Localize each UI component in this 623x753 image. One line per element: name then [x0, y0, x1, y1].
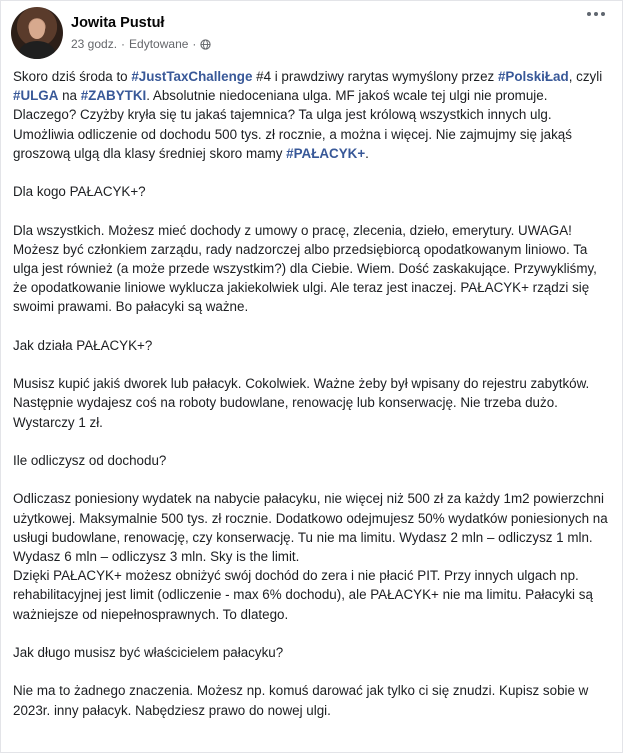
author-name[interactable]: Jowita Pustuł — [71, 15, 165, 31]
hashtag-justtaxchallenge[interactable]: #JustTaxChallenge — [131, 69, 253, 84]
dot-icon — [587, 12, 591, 16]
edited-label[interactable]: Edytowane — [129, 37, 189, 51]
meta-separator: · — [121, 37, 126, 51]
dot-icon — [594, 12, 598, 16]
dot-icon — [601, 12, 605, 16]
paragraph-who: Dla wszystkich. Możesz mieć dochody z umowy o pracę, zlecenia, dzieło, emerytury. UWAGA! Możesz być członkiem zarządu, rady nadzorczej albo przedsiębiorcą opodatkowanym liniowo. Ta ulga jest również (a może przede wszystkim?) dla Ciebie. Wiem. Dość zaskakujące. Przywykliśmy, że opodatkowanie liniowe wyklucza jakiekolwiek ulgi. Ale teraz jest inaczej. PAŁACYK+ rządzi się swoimi prawami. Bo pałacyki są ważne. — [13, 222, 597, 315]
more-options-button[interactable] — [581, 3, 611, 25]
text: #4 i prawdziwy rarytas wymyślony przez — [252, 69, 498, 84]
paragraph-how-much: Odliczasz poniesiony wydatek na nabycie pałacyku, nie więcej niż 500 zł za każdy 1m2 powierzchni użytkowej. Maksymalnie 500 tys. zł rocznie. Dodatkowo odejmujesz 50% wydatków poniesionych na usługi budowlane, renowację, czy konserwację. Tu nie ma limitu. Wydasz 2 mln – odliczysz 1 mln. Wydasz 6 mln – odliczysz 3 mln. Sky is the limit. — [13, 491, 608, 564]
question-how-much: Ile odliczysz od dochodu? — [13, 452, 167, 468]
text: Skoro dziś środa to — [13, 69, 132, 84]
text: na — [58, 88, 81, 104]
post-header — [11, 7, 611, 59]
paragraph-how-long: Nie ma to żadnego znaczenia. Możesz np. komuś darować jak tylko ci się znudzi. Kupisz sobie w 2023r. inny pałacyk. Nabędziesz prawo do nowej ulgi. — [13, 683, 589, 718]
hashtag-palacyk[interactable]: #PAŁACYK+ — [286, 145, 366, 161]
post-time[interactable]: 23 godz. — [71, 37, 118, 51]
text: . — [365, 145, 369, 161]
post-body — [13, 67, 613, 739]
question-who: Dla kogo PAŁACYK+? — [13, 184, 146, 200]
paragraph-intro — [13, 67, 613, 163]
meta-separator-2: · — [192, 37, 197, 51]
avatar-shoulders — [19, 41, 55, 59]
hashtag-ulga[interactable]: #ULGA — [13, 88, 59, 104]
text: , czyli — [568, 69, 603, 84]
avatar-face — [29, 19, 45, 39]
text: . Absolutnie niedoceniana ulga. MF jakoś wcale tej ulgi nie promuje. Dlaczego? Czyżby kryła się tu jakaś tajemnica? Ta ulga jest królową wszystkich innych ulg. Umożliwia odliczenie od dochodu 500 tys. zł rocznie, a można i więcej. Nie zajmujmy się jakąś groszową ulgą dla klasy średniej skoro mamy — [13, 88, 572, 161]
hashtag-polskilad[interactable]: #PolskiŁad — [497, 69, 569, 84]
avatar[interactable] — [11, 7, 63, 59]
question-how-long: Jak długo musisz być właścicielem pałacyku? — [13, 644, 284, 660]
paragraph-how: Musisz kupić jakiś dworek lub pałacyk. Cokolwiek. Ważne żeby był wpisany do rejestru zabytków. Następnie wydajesz coś na roboty budowlane, renowację lub konserwację. Nie trzeba dużo. Wystarczy 1 zł. — [13, 376, 590, 430]
hashtag-zabytki[interactable]: #ZABYTKI — [80, 88, 147, 104]
paragraph-limit: Dzięki PAŁACYK+ możesz obniżyć swój dochód do zera i nie płacić PIT. Przy innych ulgach np. rehabilitacyjnej jest limit (odliczenie - max 6% dochodu), ale PAŁACYK+ nie ma limitu. Pałacyki są ważniejsze od niepełnosprawnych. To dlatego. — [13, 568, 593, 622]
globe-icon[interactable] — [200, 39, 211, 50]
question-how: Jak działa PAŁACYK+? — [13, 337, 153, 353]
post-meta — [71, 37, 211, 51]
